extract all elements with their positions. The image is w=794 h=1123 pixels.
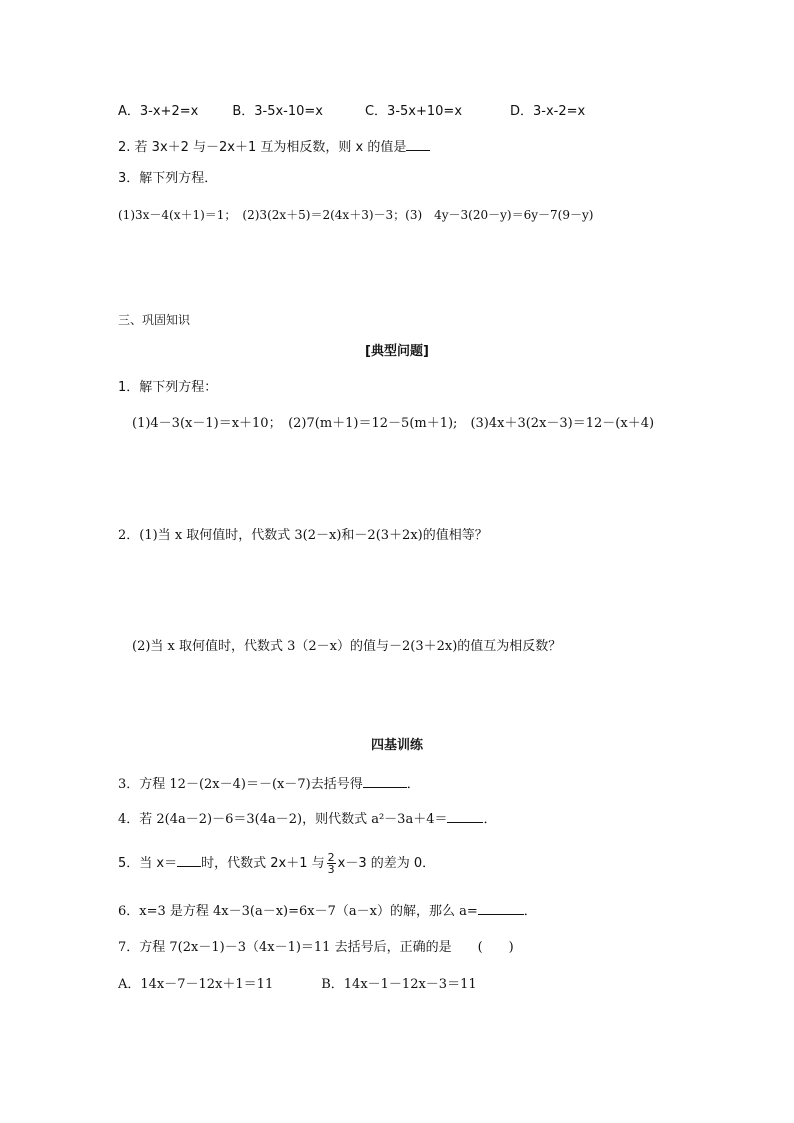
practice-question-7: 7．方程 7(2x－1)－3（4x－1)＝11 去括号后，正确的是 ( ) — [118, 940, 514, 955]
q1-option-a: A．3-x+2=x — [118, 104, 199, 119]
practice-question-7-option-a: A．14x－7－12x＋1＝11 — [118, 977, 274, 992]
typical-question-2-part-1: 2．(1)当 x 取何值时，代数式 3(2－x)和－2(3＋2x)的值相等？ — [118, 528, 488, 543]
answer-blank — [478, 902, 524, 915]
question-2-text: 2. 若 3x＋2 与－2x＋1 互为相反数，则 x 的值是 — [118, 140, 407, 155]
practice-question-5 — [118, 852, 435, 875]
practice-question-4-text: 4．若 2(4a－2)－6＝3(4a－2)，则代数式 a²－3a＋4＝ — [118, 812, 448, 827]
basic-training-heading: 四基训练 — [370, 738, 423, 753]
question-3-equations: (1)3x－4(x＋1)＝1； (2)3(2x＋5)＝2(4x＋3)－3；(3) 4y－3(20－y)＝6y－7(9－y) — [118, 208, 594, 222]
practice-question-7-options — [118, 977, 477, 993]
typical-question-1-equations: (1)4－3(x－1)＝x＋10； (2)7(m＋1)＝12－5(m＋1); (3)4x＋3(2x－3)＝12－(x＋4) — [132, 416, 655, 431]
question-3: 3．解下列方程． — [118, 171, 218, 186]
practice-question-3-text: 3．方程 12－(2x－4)＝－(x－7)去括号得 — [118, 777, 363, 792]
practice-question-6-text: 6．x=3 是方程 4x－3(a－x)=6x－7（a－x）的解，那么 a= — [118, 904, 478, 919]
q1-option-d: D．3-x-2=x — [510, 104, 586, 119]
period: ． — [523, 904, 537, 919]
typical-problems-heading: [典型问题] — [365, 344, 429, 359]
q1-option-c: C．3-5x+10=x — [364, 104, 463, 119]
practice-question-5-suffix: x－3 的差为 0． — [337, 856, 436, 871]
period: ． — [483, 812, 497, 827]
section-consolidate-heading: 三、巩固知识 — [118, 313, 191, 327]
period: ． — [406, 777, 420, 792]
typical-question-1: 1．解下列方程： — [118, 380, 218, 395]
answer-blank — [177, 854, 201, 867]
practice-question-7-option-b: B．14x－1－12x－3＝11 — [321, 977, 477, 992]
answer-blank — [447, 810, 483, 823]
answer-blank — [406, 138, 430, 151]
answer-blank — [363, 775, 407, 788]
fraction-two-thirds — [327, 852, 336, 875]
q1-option-b: B．3-5x-10=x — [232, 104, 323, 119]
practice-question-6 — [118, 902, 537, 920]
fraction-denominator: 3 — [327, 863, 335, 876]
practice-question-5-middle: 时，代数式 2x＋1 与 — [201, 856, 325, 871]
practice-question-4 — [118, 810, 497, 828]
practice-question-5-prefix: 5．当 x＝ — [118, 856, 178, 871]
q1-options-row — [118, 104, 585, 120]
question-2 — [118, 138, 430, 156]
fraction-numerator: 2 — [327, 851, 335, 864]
practice-question-3 — [118, 775, 420, 793]
typical-question-2-part-2: (2)当 x 取何值时，代数式 3（2－x）的值与－2(3＋2x)的值互为相反数？ — [132, 639, 562, 654]
